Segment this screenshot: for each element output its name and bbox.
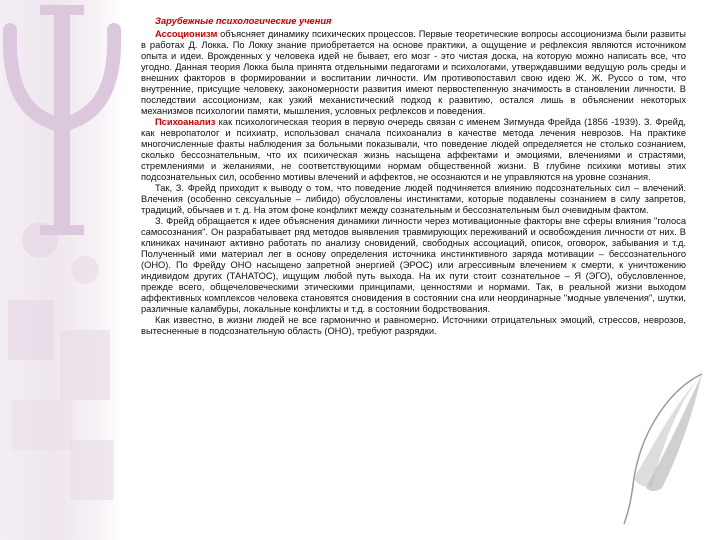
paragraph-text: Так, З. Фрейд приходит к выводу о том, что поведение людей подчиняется влиянию подсознательных сил – влечений. Влечения (особенно сексуальные – либидо) обусловлены инстинктами, которые подавлены сознанием в силу запретов, традиций, обычаев и т. д. На этом фоне конфликт между сознательным и бессознательным был очевидным фактом.: [141, 183, 686, 215]
document-body: [141, 16, 686, 337]
section-heading: Зарубежные психологические учения: [155, 16, 332, 26]
decorative-side-panel: [0, 0, 122, 540]
paragraph-freud-methods: [141, 216, 686, 315]
paragraph-associationism: [141, 29, 686, 117]
paragraph-psychoanalysis: [141, 117, 686, 183]
term-associationism: Ассоционизм: [155, 29, 218, 39]
term-psychoanalysis: Психоанализ: [155, 117, 216, 127]
paragraph-freud-conclusion: [141, 183, 686, 216]
paragraph-text: объясняет динамику психических процессов. Первые теоретические вопросы ассоционизма были развиты в работах Д. Локка. По Локку знание приобретается на основе практики, а ощущение и рефлексия являются источником опыта и идеи. Врожденных у человека идей не бывает, его мозг - это чистая доска, на которую можно написать все, что угодно. Данная теория Локка была принята отдельными педагогами и психологами, утверждавшими ведущую роль среды и внешних факторов в формировании и воспитании личности. Им противопоставил свою идею Ж. Ж. Руссо о том, что внутренние, присущие человеку, закономерности развития имеют первостепенную значимость в становлении личности. В последствии ассоционизм, как узкий механистический подход к развитию, остался лишь в объяснении некоторых механизмов психологии памяти, мышления, условных рефлексов и поведения.: [141, 29, 686, 116]
psi-symbol-icon: [0, 0, 122, 540]
feather-quill-icon: [612, 368, 710, 528]
paragraph-text: Как известно, в жизни людей не все гармонично и равномерно. Источники отрицательных эмоций, стрессов, неврозов, вытесненные в подсознательную область (ОНО), требуют разрядки.: [141, 315, 686, 336]
paragraph-negative-emotions: [141, 315, 686, 337]
paragraph-text: как психологическая теория в первую очередь связан с именем Зигмунда Фрейда (1856 -1939). З. Фрейд, как невропатолог и психиатр, использовал сначала психоанализ в качестве метода лечения неврозов. На практике многочисленные факты наблюдения за больными показывали, что поведение людей определяется не столько сознанием, сколько бессознательным, что их психическая жизнь насыщена аффектами и эмоциями, влечениями и страстями, стремлениями и желаниями, не соответствующими нормам общественной жизни. В глубине психики мотивы этих подсознательных сил, особенно мотивы влечений и аффектов, не осознаются и не управляются на уровне сознания.: [141, 117, 686, 182]
paragraph-text: З. Фрейд обращается к идее объяснения динамики личности через мотивационные факторы вне сферы влияния "голоса самосознания". Он разрабатывает ряд методов выявления травмирующих переживаний и освобождения личности от них. В клиниках начинают активно работать по анализу сновидений, свободных ассоциаций, описок, оговорок, забывания и т.д. Полученный ими материал лег в основу определения источника инстинктивного заряда мотивации – бессознательного (ОНО). По Фрейду ОНО насыщено запретной энергией (ЭРОС) или агрессивным влечением к смерти, к уничтожению индивидом других (ТАНАТОС), ищущим любой путь выхода. На их пути стоит сознательное – Я (ЭГО), обусловленное, прежде всего, общечеловеческими этическими принципами, ценностями и нормами. Так, в реальной жизни выходом аффективных комплексов человека становятся сновидения в состоянии сна или неординарные "модные увлечения", шутки, различные каламбуры, локальные конфликты и т.д. в состоянии бодрствования.: [141, 216, 686, 314]
